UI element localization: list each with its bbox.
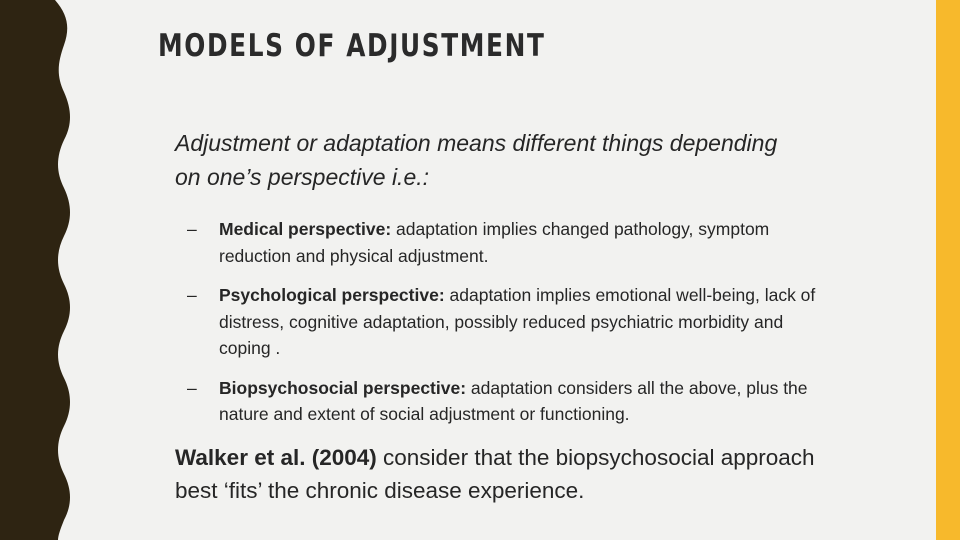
accent-bar [936,0,960,540]
conclusion-body: consider that the biopsychosocial approach best ‘fits’ the chronic disease experience. [175,445,815,503]
citation: Walker et al. (2004) [175,445,377,470]
bullet-dash: – [187,377,197,398]
wavy-left-border [0,0,75,540]
wavy-left-border-shape [0,0,70,540]
list-item-psychological [187,282,827,362]
bullet-dash: – [187,219,197,239]
bullet-text: adaptation implies emotional well-being, lack of distress, cognitive adaptation, possibly reduced psychiatric morbidity and coping . [219,285,816,358]
perspective-list [187,216,827,441]
bullet-text: adaptation implies changed pathology, symptom reduction and physical adjustment. [219,219,770,266]
bullet-text: adaptation considers all the above, plus the nature and extent of social adjustment or functioning. [219,377,808,424]
list-item-biopsychosocial [187,375,827,428]
bullet-term: Biopsychosocial perspective: [219,377,467,398]
list-item-medical [187,216,827,269]
bullet-term: Medical perspective: [219,219,392,239]
bullet-dash: – [187,285,197,305]
conclusion-text [175,441,815,507]
slide-title: MODELS OF ADJUSTMENT [158,28,546,64]
bullet-term: Psychological perspective: [219,285,445,305]
intro-text: Adjustment or adaptation means different things depending on one’s perspective i.e.: [175,130,778,190]
